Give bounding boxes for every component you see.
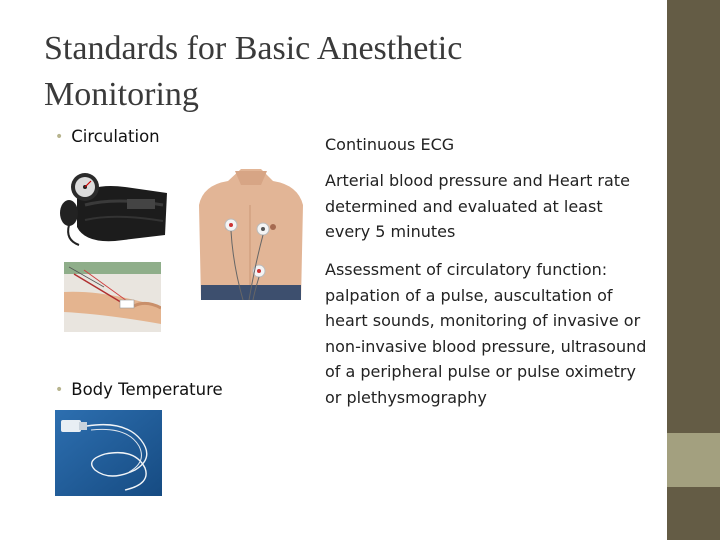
- bullet-marker: •: [55, 129, 64, 145]
- slide-title-line-1: Standards for Basic Anesthetic: [44, 30, 463, 67]
- bullet-body-temperature-label: Body Temperature: [71, 380, 223, 399]
- body-text-bp-hr: Arterial blood pressure and Heart rate determined and evaluated at least every 5 minutes: [325, 171, 630, 241]
- slide-title-line-2: Monitoring: [44, 76, 199, 113]
- ecg-chest-image: [193, 165, 308, 300]
- body-text-assessment: Assessment of circulatory function: palpation of a pulse, auscultation of heart sounds, monitoring of invasive or non-invasive blood pressure, ultrasound of a peripheral pulse or pulse oximetry or plethysmography: [325, 260, 647, 407]
- arterial-line-arm-image: [64, 262, 161, 332]
- temperature-probe-image: [55, 410, 162, 496]
- bullet-body-temperature: [55, 380, 223, 399]
- sidebar-accent-block: [667, 433, 720, 487]
- blood-pressure-cuff-image: [55, 165, 175, 253]
- slide-title: [44, 26, 644, 118]
- bullet-circulation-label: Circulation: [71, 127, 160, 146]
- bullet-circulation: [55, 127, 160, 146]
- bullet-marker: •: [55, 382, 64, 398]
- body-text-ecg: Continuous ECG: [325, 135, 455, 154]
